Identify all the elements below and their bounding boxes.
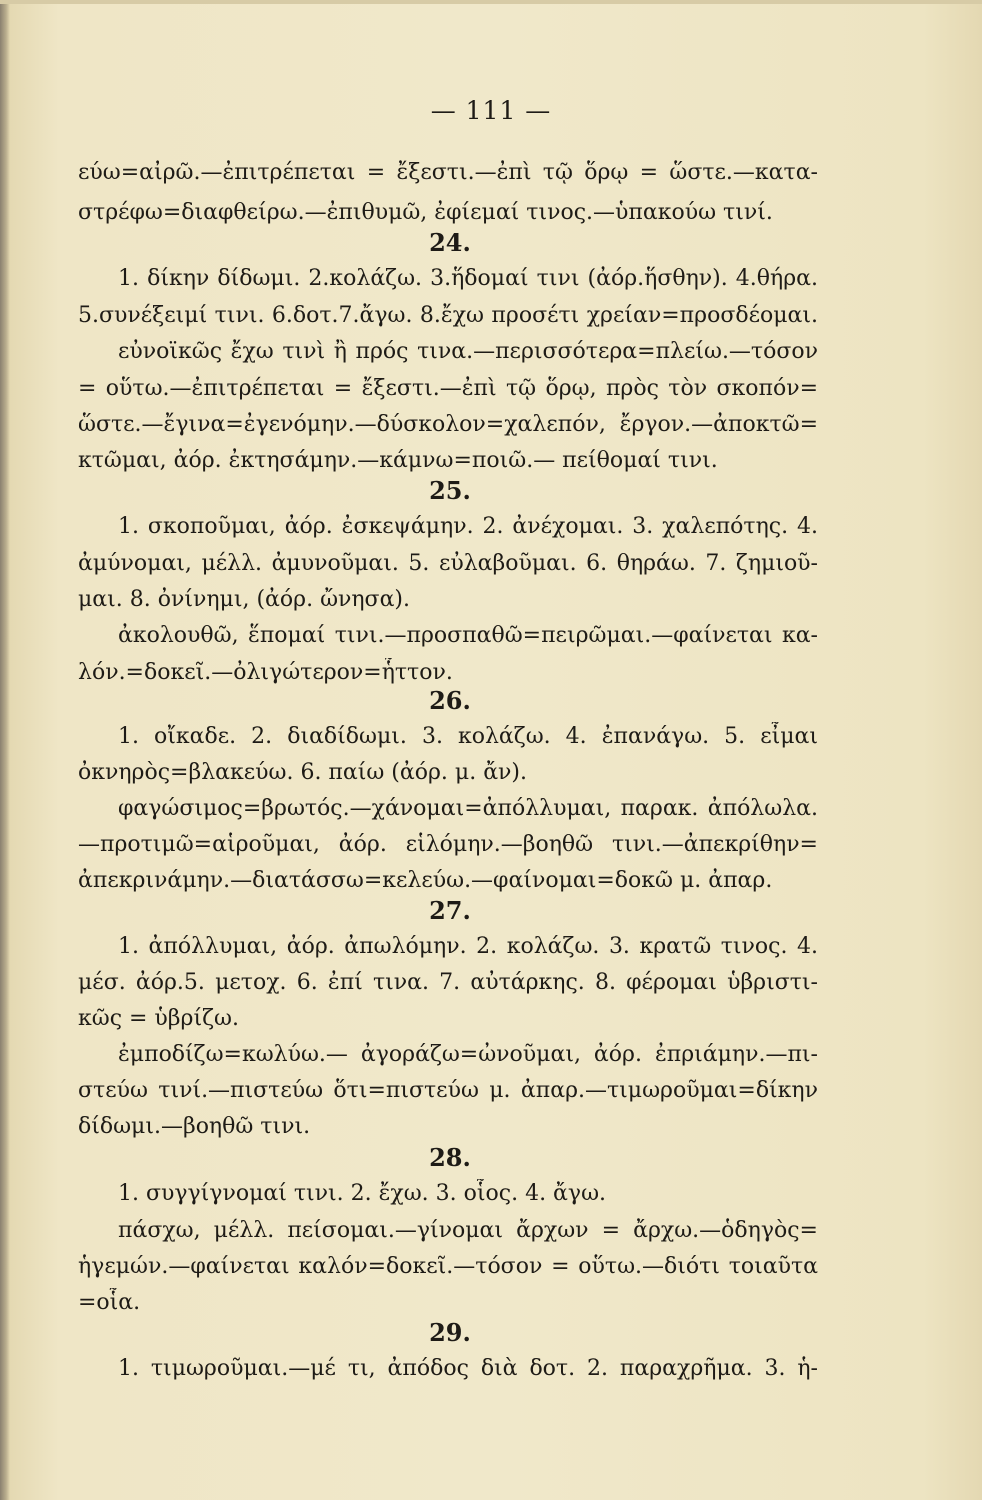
text-line: ἐμποδίζω=κωλύω.— ἀγοράζω=ὠνοῦμαι, ἀόρ. ἐπριάμην.—πι- (118, 1042, 818, 1067)
text-line: στεύω τινί.—πιστεύω ὅτι=πιστεύω μ. ἀπαρ.—τιμωροῦμαι=δίκην (78, 1078, 818, 1103)
text-line: εὐνοϊκῶς ἔχω τινὶ ἢ πρός τινα.—περισσότερα=πλείω.—τόσον (118, 339, 818, 364)
text-line: πάσχω, μέλλ. πείσομαι.—γίνομαι ἄρχων = ἄρχω.—ὁδηγὸς= (118, 1218, 818, 1243)
text-line: μέσ. ἀόρ.5. μετοχ. 6. ἐπί τινα. 7. αὐτάρκης. 8. φέρομαι ὑβριστι- (78, 970, 818, 995)
section-heading-26: 26. (429, 686, 471, 715)
text-line: —προτιμῶ=αἱροῦμαι, ἀόρ. εἱλόμην.—βοηθῶ τινι.—ἀπεκρίθην= (78, 832, 818, 857)
page-number: — 111 — (430, 96, 552, 125)
section-heading-28: 28. (429, 1143, 471, 1172)
text-line: 1. τιμωροῦμαι.—μέ τι, ἀπόδος διὰ δοτ. 2. παραχρῆμα. 3. ἡ- (118, 1356, 818, 1381)
text-line: ἀκολουθῶ, ἕπομαί τινι.—προσπαθῶ=πειρῶμαι.—φαίνεται κα- (118, 623, 818, 648)
text-line: 1. δίκην δίδωμι. 2.κολάζω. 3.ἥδομαί τινι (ἀόρ.ἥσθην). 4.θήρα. (118, 266, 818, 291)
text-line: στρέφω=διαφθείρω.—ἐπιθυμῶ, ἐφίεμαί τινος.—ὑπακούω τινί. (78, 200, 773, 225)
text-line: 1. ἀπόλλυμαι, ἀόρ. ἀπωλόμην. 2. κολάζω. 3. κρατῶ τινος. 4. (118, 934, 818, 959)
text-line: κτῶμαι, ἀόρ. ἐκτησάμην.—κάμνω=ποιῶ.— πείθομαί τινι. (78, 448, 718, 473)
text-line: μαι. 8. ὀνίνημι, (ἀόρ. ὤνησα). (78, 587, 411, 612)
section-heading-24: 24. (429, 228, 471, 257)
text-line: λόν.=δοκεῖ.—ὀλιγώτερον=ἧττον. (78, 660, 453, 685)
text-line: ἡγεμών.—φαίνεται καλόν=δοκεῖ.—τόσον = οὕτω.—διότι τοιαῦτα (78, 1254, 818, 1279)
text-line: 5.συνέξειμί τινι. 6.δοτ.7.ἄγω. 8.ἔχω προσέτι χρείαν=προσδέομαι. (78, 303, 818, 328)
section-heading-27: 27. (429, 896, 471, 925)
text-line: 1. σκοποῦμαι, ἀόρ. ἐσκεψάμην. 2. ἀνέχομαι. 3. χαλεπότης. 4. (118, 514, 818, 539)
text-line: ὥστε.—ἔγινα=ἐγενόμην.—δύσκολον=χαλεπόν, ἔργον.—ἀποκτῶ= (78, 412, 818, 437)
section-heading-29: 29. (429, 1318, 471, 1347)
text-line: =οἷα. (78, 1290, 141, 1315)
text-line: δίδωμι.—βοηθῶ τινι. (78, 1114, 311, 1139)
text-line: ἀπεκρινάμην.—διατάσσω=κελεύω.—φαίνομαι=δοκῶ μ. ἀπαρ. (78, 868, 773, 893)
text-line: = οὕτω.—ἐπιτρέπεται = ἔξεστι.—ἐπὶ τῷ ὅρῳ, πρὸς τὸν σκοπόν= (78, 376, 818, 401)
text-line: 1. συγγίγνομαί τινι. 2. ἔχω. 3. οἷος. 4. ἄγω. (118, 1181, 606, 1206)
text-line: κῶς = ὑβρίζω. (78, 1006, 239, 1031)
text-line: ὀκνηρὸς=βλακεύω. 6. παίω (ἀόρ. μ. ἄν). (78, 760, 528, 785)
binding-shadow (0, 0, 10, 1500)
text-line: φαγώσιμος=βρωτός.—χάνομαι=ἀπόλλυμαι, παρακ. ἀπόλωλα. (118, 796, 818, 821)
text-line: εύω=αἰρῶ.—ἐπιτρέπεται = ἔξεστι.—ἐπὶ τῷ ὅρῳ = ὥστε.—κατα- (78, 160, 818, 185)
page-top-edge (0, 0, 982, 4)
text-line: 1. οἴκαδε. 2. διαδίδωμι. 3. κολάζω. 4. ἐπανάγω. 5. εἶμαι (118, 724, 818, 749)
section-heading-25: 25. (429, 476, 471, 505)
text-line: ἀμύνομαι, μέλλ. ἀμυνοῦμαι. 5. εὐλαβοῦμαι. 6. θηράω. 7. ζημιοῦ- (78, 551, 818, 576)
